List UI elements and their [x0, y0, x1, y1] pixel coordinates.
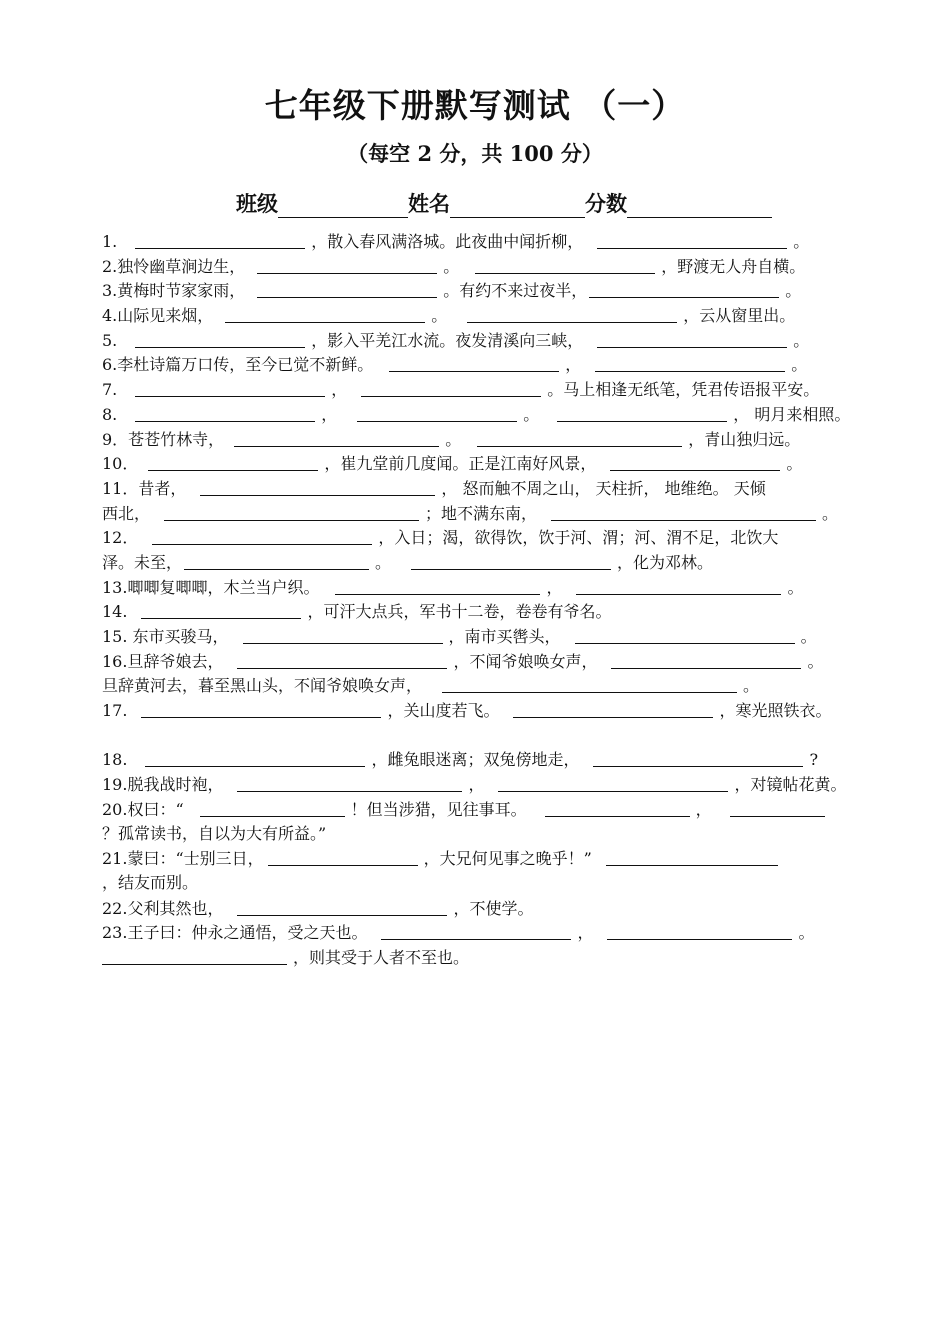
question-12	[102, 525, 862, 550]
question-4	[102, 303, 862, 328]
question-19	[102, 772, 862, 797]
answer-blank[interactable]	[135, 231, 305, 249]
question-text: 21.蒙曰：“士别三日，	[102, 849, 264, 869]
answer-blank[interactable]	[225, 305, 425, 323]
question-text: 19.脱我战时袍，	[102, 775, 224, 795]
answer-blank[interactable]	[498, 774, 728, 792]
question-text: 。	[800, 627, 817, 646]
question-text: ，可汗大点兵，军书十二卷，卷卷有爷名。	[307, 602, 612, 622]
question-text: ，青山独归远。	[688, 429, 801, 449]
question-text: 。马上相逢无纸笔，凭君传语报平安。	[547, 380, 820, 400]
question-text: 。有约不来过夜半，	[443, 281, 588, 301]
question-text: ，结友而别。	[102, 872, 199, 892]
question-text: ，	[695, 799, 712, 819]
answer-blank[interactable]	[589, 280, 779, 298]
question-7	[102, 377, 862, 402]
answer-blank[interactable]	[237, 774, 462, 792]
question-text: 16.旦辞爷娘去，	[102, 651, 224, 671]
question-text: 。	[785, 281, 802, 301]
question-text: ，	[546, 577, 563, 597]
question-text: ！但当涉猎，见往事耳。	[350, 799, 527, 819]
question-text: 。	[523, 404, 540, 424]
class-blank[interactable]	[278, 195, 408, 218]
question-text: 。	[375, 552, 392, 572]
answer-blank[interactable]	[357, 404, 517, 422]
answer-blank[interactable]	[148, 453, 318, 471]
question-text: 泽。未至，	[102, 552, 183, 572]
answer-blank[interactable]	[164, 503, 419, 521]
question-20-cont	[102, 822, 862, 847]
question-text: ，	[321, 404, 338, 424]
question-text: ?	[809, 750, 819, 770]
question-6	[102, 352, 862, 377]
question-text: 。	[791, 355, 808, 375]
answer-blank[interactable]	[243, 626, 443, 644]
answer-blank[interactable]	[611, 651, 801, 669]
question-11	[102, 476, 862, 501]
answer-blank[interactable]	[237, 898, 447, 916]
question-text: ， 明月来相照。	[733, 404, 851, 424]
question-list	[102, 229, 862, 970]
question-12-cont	[102, 550, 862, 575]
question-number: 8.	[102, 404, 118, 424]
answer-blank[interactable]	[200, 478, 435, 496]
question-5	[102, 328, 862, 353]
question-text: ，雌兔眼迷离；双兔傍地走，	[371, 750, 580, 770]
question-number: 10．	[102, 454, 139, 474]
question-text: ，	[468, 775, 485, 795]
question-number: 7.	[102, 380, 118, 400]
question-text: 。	[793, 330, 810, 350]
answer-blank[interactable]	[545, 799, 690, 817]
question-21-cont	[102, 871, 862, 896]
question-text: ，寒光照铁衣。	[719, 701, 832, 721]
question-text: ；地不满东南，	[425, 503, 538, 523]
question-text: 20.权曰：“	[102, 799, 184, 819]
question-23-cont	[102, 945, 862, 970]
question-text: 。	[822, 503, 839, 523]
answer-blank[interactable]	[467, 305, 677, 323]
answer-blank[interactable]	[234, 429, 439, 447]
answer-blank[interactable]	[593, 749, 803, 767]
answer-blank[interactable]	[145, 749, 365, 767]
answer-blank[interactable]	[135, 404, 315, 422]
name-blank[interactable]	[450, 195, 585, 218]
question-number: 17.	[102, 701, 128, 721]
answer-blank[interactable]	[102, 947, 287, 965]
answer-blank[interactable]	[606, 848, 778, 866]
answer-blank[interactable]	[237, 651, 447, 669]
answer-blank[interactable]	[335, 577, 540, 595]
question-text: ，关山度若飞。	[387, 701, 500, 721]
question-text: 9．苍苍竹林寺，	[102, 429, 225, 449]
question-23	[102, 920, 862, 945]
answer-blank[interactable]	[135, 379, 325, 397]
question-13	[102, 575, 862, 600]
question-text: 。	[793, 232, 810, 251]
question-text: ，入日；渴，欲得饮，饮于河、渭；河、渭不足，北饮大	[378, 528, 779, 548]
question-text: 。	[787, 577, 804, 597]
answer-blank[interactable]	[575, 626, 795, 644]
question-18	[102, 747, 862, 772]
question-text: 11．昔者，	[102, 478, 187, 498]
question-10	[102, 451, 862, 476]
answer-blank[interactable]	[607, 922, 792, 940]
answer-blank[interactable]	[551, 503, 816, 521]
question-text: ，散入春风满洛城。此夜曲中闻折柳，	[311, 232, 584, 251]
question-1	[102, 229, 862, 254]
question-text: 。	[443, 256, 460, 276]
question-number: 1.	[102, 232, 118, 251]
answer-blank[interactable]	[513, 700, 713, 718]
question-16	[102, 649, 862, 674]
question-9	[102, 427, 862, 452]
question-15	[102, 624, 862, 649]
question-text: ，南市买辔头，	[448, 627, 561, 646]
question-14	[102, 599, 862, 624]
question-number: 5.	[102, 330, 118, 350]
answer-blank[interactable]	[597, 330, 787, 348]
blank-line	[102, 723, 862, 748]
question-text: ，野渡无人舟自横。	[661, 256, 806, 276]
question-text: 6.李杜诗篇万口传，至今已觉不新鲜。	[102, 355, 374, 375]
question-text: 22.父利其然也，	[102, 898, 224, 918]
question-number: 14.	[102, 602, 128, 622]
question-22	[102, 896, 862, 921]
question-text: 。	[445, 429, 462, 449]
answer-blank[interactable]	[411, 552, 611, 570]
question-text: ，大兄何见事之晚乎！”	[423, 849, 592, 869]
answer-blank[interactable]	[200, 799, 345, 817]
answer-blank[interactable]	[576, 577, 781, 595]
question-16-cont	[102, 673, 862, 698]
question-text: 23.王子曰：仲永之通悟，受之天也。	[102, 923, 368, 943]
answer-blank[interactable]	[268, 848, 418, 866]
question-21	[102, 846, 862, 871]
question-text: ， 怒而触不周之山， 天柱折， 地维绝。 天倾	[441, 478, 766, 498]
question-text: 15. 东市买骏马，	[102, 627, 229, 646]
class-label: 班级	[236, 191, 278, 216]
answer-blank[interactable]	[477, 429, 682, 447]
answer-blank[interactable]	[184, 552, 369, 570]
answer-blank[interactable]	[257, 256, 437, 274]
answer-blank[interactable]	[557, 404, 727, 422]
answer-blank[interactable]	[389, 354, 559, 372]
question-text: ，	[565, 355, 582, 375]
answer-blank[interactable]	[381, 922, 571, 940]
question-text: 4.山际见来烟，	[102, 306, 214, 326]
question-text: ，化为邓林。	[617, 552, 714, 572]
name-label: 姓名	[408, 191, 450, 216]
question-text: 旦辞黄河去，暮至黑山头，不闻爷娘唤女声，	[102, 676, 423, 696]
question-text: 。	[798, 923, 815, 943]
question-text: ？孤常读书，自以为大有所益。”	[102, 823, 327, 843]
question-text: ，对镜帖花黄。	[734, 775, 847, 795]
score-blank[interactable]	[627, 195, 772, 218]
question-text: 。	[431, 306, 448, 326]
page-subtitle: （每空 2 分，共 100 分）	[347, 141, 603, 166]
answer-blank[interactable]	[135, 330, 305, 348]
question-3	[102, 278, 862, 303]
question-text: 。	[786, 454, 803, 474]
score-label: 分数	[585, 191, 627, 216]
answer-blank[interactable]	[152, 527, 372, 545]
answer-blank[interactable]	[141, 700, 381, 718]
question-text: 2.独怜幽草涧边生，	[102, 256, 246, 276]
answer-blank[interactable]	[475, 256, 655, 274]
answer-blank[interactable]	[610, 453, 780, 471]
question-text: ，崔九堂前几度闻。正是江南好风景，	[324, 454, 597, 474]
question-text: ，	[577, 923, 594, 943]
answer-blank[interactable]	[257, 280, 437, 298]
question-8	[102, 402, 862, 427]
question-17	[102, 698, 862, 723]
question-text: 。	[743, 676, 760, 696]
answer-blank[interactable]	[595, 354, 785, 372]
answer-blank[interactable]	[442, 675, 737, 693]
answer-blank[interactable]	[730, 799, 825, 817]
question-text: ，	[331, 380, 348, 400]
answer-blank[interactable]	[361, 379, 541, 397]
question-text: 3.黄梅时节家家雨，	[102, 281, 246, 301]
question-text: 。	[807, 651, 824, 671]
page-title: 七年级下册默写测试 （一）	[264, 86, 686, 125]
question-number: 18.	[102, 750, 128, 770]
question-11-cont	[102, 501, 862, 526]
question-text: ，不使学。	[453, 898, 534, 918]
question-text: ，云从窗里出。	[683, 306, 796, 326]
student-info-row	[236, 188, 772, 218]
question-text: ，则其受于人者不至也。	[293, 947, 470, 967]
question-text: 13.唧唧复唧唧，木兰当户织。	[102, 577, 320, 597]
question-text: 西北，	[102, 503, 151, 523]
question-20	[102, 797, 862, 822]
question-2	[102, 254, 862, 279]
question-text: ，影入平羌江水流。夜发清溪向三峡，	[311, 330, 584, 350]
answer-blank[interactable]	[141, 601, 301, 619]
question-number: 12．	[102, 528, 139, 548]
answer-blank[interactable]	[597, 231, 787, 249]
question-text: ，不闻爷娘唤女声，	[453, 651, 598, 671]
